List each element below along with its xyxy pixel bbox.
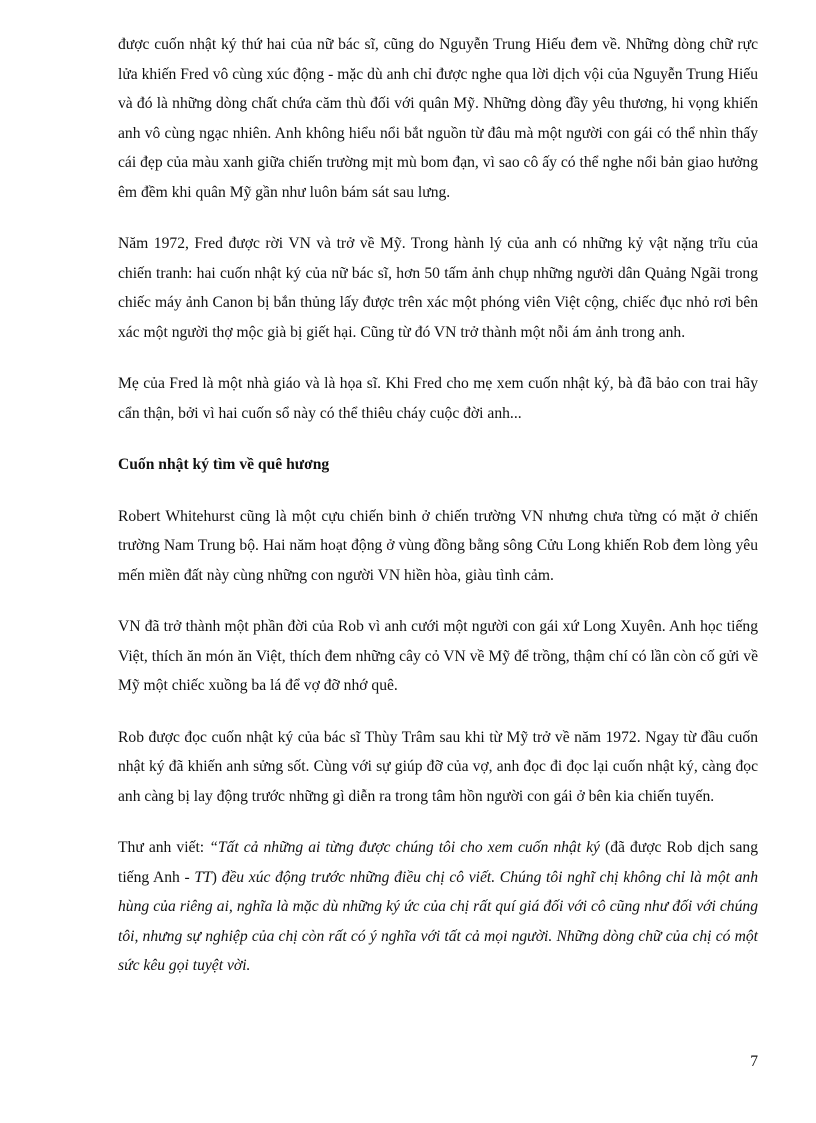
letter-quote-part2: đều xúc động trước những điều chị cô viết. Chúng tôi nghĩ chị không chỉ là một anh hùng của riêng ai, nghĩa là mặc dù những ký ức của chị rất quí giá đối với cô cũng như đối với chúng tôi, nhưng sự nghiệp của chị còn rất có ý nghĩa với tất cả mọi người. Những dòng chữ của chị có một sức kêu gọi tuyệt vời.	[118, 868, 759, 974]
letter-aside-tag: TT	[194, 868, 212, 886]
page-number: 7	[750, 1053, 758, 1070]
letter-aside: (đã được Rob dịch sang tiếng Anh -	[118, 839, 758, 886]
paragraph-fred-return-1972: Năm 1972, Fred được rời VN và trở về Mỹ. Trong hành lý của anh có những kỷ vật nặng trĩu của chiến tranh: hai cuốn nhật ký của nữ bác sĩ, hơn 50 tấm ảnh chụp những người dân Quảng Ngãi trong chiếc máy ảnh Canon bị bắn thủng lấy được trên xác một phóng viên Việt cộng, chiếc đục nhỏ rơi bên xác một người thợ mộc già bị giết hại. Cũng từ đó VN trở thành một nỗi ám ảnh trong anh.	[118, 235, 758, 341]
paragraph-rob-letter	[118, 833, 758, 981]
document-page	[118, 30, 758, 1003]
paragraph-rob-reads-diary: Rob được đọc cuốn nhật ký của bác sĩ Thùy Trâm sau khi từ Mỹ trở về năm 1972. Ngay từ đầu cuốn nhật ký đã khiến anh sửng sốt. Cùng với sự giúp đỡ của vợ, anh đọc đi đọc lại cuốn nhật ký, càng đọc anh càng bị lay động trước những gì diễn ra trong tâm hồn người con gái ở bên kia chiến tuyến.	[118, 728, 758, 805]
letter-aside-close: )	[211, 868, 222, 886]
letter-intro: Thư anh viết:	[118, 839, 210, 856]
paragraph-rob-wife-long-xuyen: VN đã trở thành một phần đời của Rob vì anh cưới một người con gái xứ Long Xuyên. Anh học tiếng Việt, thích ăn món ăn Việt, thích đem những cây cỏ VN về Mỹ để trồng, thậm chí có lần còn cố gửi về Mỹ một chiếc xuồng ba lá để vợ đỡ nhớ quê.	[118, 618, 758, 694]
letter-quote-part1: “Tất cả những ai từng được chúng tôi cho xem cuốn nhật ký	[209, 839, 600, 856]
paragraph-fred-second-diary: được cuốn nhật ký thứ hai của nữ bác sĩ, cũng do Nguyễn Trung Hiếu đem về. Những dòng chữ rực lửa khiến Fred vô cùng xúc động - mặc dù anh chỉ được nghe qua lời dịch vội của Nguyễn Trung Hiếu và đó là những dòng chất chứa căm thù đối với quân Mỹ. Những dòng đầy yêu thương, hi vọng khiến anh vô cùng ngạc nhiên. Anh không hiểu nổi bắt nguồn từ đâu mà một người con gái có thể nhìn thấy cái đẹp của màu xanh giữa chiến trường mịt mù bom đạn, vì sao cô ấy có thể nghe nổi bản giao hưởng êm đềm khi quân Mỹ gần như luôn bám sát sau lưng.	[118, 36, 758, 201]
section-heading: Cuốn nhật ký tìm về quê hương	[118, 456, 330, 473]
paragraph-robert-whitehurst: Robert Whitehurst cũng là một cựu chiến binh ở chiến trường VN nhưng chưa từng có mặt ở chiến trường Nam Trung bộ. Hai năm hoạt động ở vùng đồng bằng sông Cửu Long khiến Rob đem lòng yêu mến miền đất này cùng những con người VN hiền hòa, giàu tình cảm.	[118, 507, 758, 584]
paragraph-fred-mother: Mẹ của Fred là một nhà giáo và là họa sĩ. Khi Fred cho mẹ xem cuốn nhật ký, bà đã bảo con trai hãy cẩn thận, bởi vì hai cuốn sổ này có thể thiêu cháy cuộc đời anh...	[118, 375, 758, 422]
